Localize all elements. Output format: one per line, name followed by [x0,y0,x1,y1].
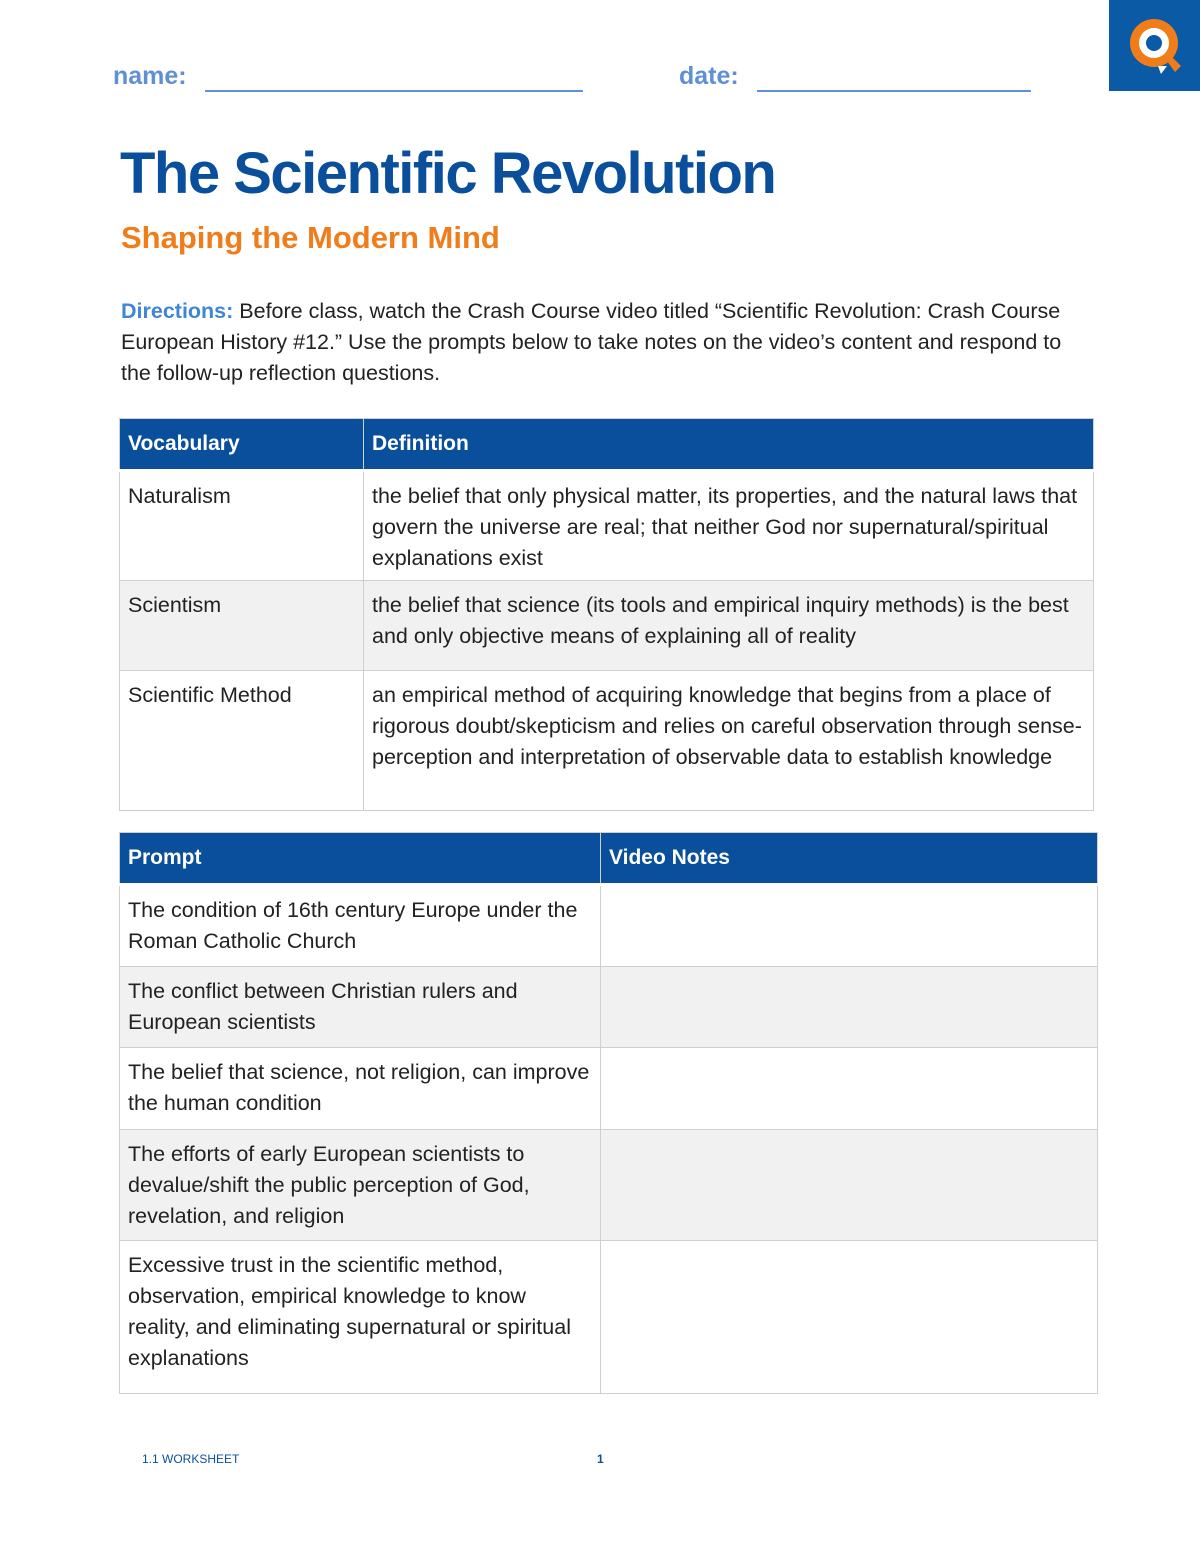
date-field[interactable] [757,90,1031,92]
vocabulary-definition: the belief that only physical matter, its properties, and the natural laws that govern the universe are real; that neither God nor supernatural/spiritual explanations exist [364,471,1094,581]
name-label: name: [113,62,187,90]
vocabulary-table [119,418,1094,811]
table-row [120,1130,1098,1241]
video-notes-cell[interactable] [601,885,1098,967]
name-field[interactable] [205,90,583,92]
page-subtitle: Shaping the Modern Mind [121,220,500,255]
q-search-logo-icon [1109,0,1200,91]
table-row [120,471,1094,581]
directions-text: Before class, watch the Crash Course video titled “Scientific Revolution: Crash Course European History #12.” Use the prompts below to take notes on the video’s content and respond to the follow-up reflection questions. [121,299,1062,385]
prompt-text: The efforts of early European scientists to devalue/shift the public perception of God, revelation, and religion [120,1130,601,1241]
page-title: The Scientific Revolution [120,141,776,206]
column-header-vocabulary: Vocabulary [120,419,364,471]
prompt-text: Excessive trust in the scientific method, observation, empirical knowledge to know reality, and eliminating supernatural or spiritual explanations [120,1241,601,1394]
directions-label: Directions: [121,299,234,323]
table-row [120,671,1094,811]
table-row [120,1048,1098,1130]
table-row [120,581,1094,671]
prompt-text: The condition of 16th century Europe under the Roman Catholic Church [120,885,601,967]
footer-worksheet-label: 1.1 WORKSHEET [142,1452,240,1466]
video-notes-cell[interactable] [601,1241,1098,1394]
column-header-prompt: Prompt [120,833,601,885]
table-row [120,885,1098,967]
video-notes-table [119,832,1098,1394]
column-header-video-notes: Video Notes [601,833,1098,885]
vocabulary-definition: the belief that science (its tools and empirical inquiry methods) is the best and only objective means of explaining all of reality [364,581,1094,671]
directions-paragraph [121,296,1091,389]
prompt-text: The conflict between Christian rulers and European scientists [120,967,601,1048]
prompt-text: The belief that science, not religion, can improve the human condition [120,1048,601,1130]
vocabulary-definition: an empirical method of acquiring knowledge that begins from a place of rigorous doubt/skepticism and relies on careful observation through sense-perception and interpretation of observable data to establish knowledge [364,671,1094,811]
table-header-row [120,833,1098,885]
vocabulary-term: Naturalism [120,471,364,581]
brand-logo [1109,0,1200,91]
column-header-definition: Definition [364,419,1094,471]
table-row [120,1241,1098,1394]
date-label: date: [679,62,739,90]
video-notes-cell[interactable] [601,1048,1098,1130]
table-row [120,967,1098,1048]
vocabulary-term: Scientism [120,581,364,671]
vocabulary-term: Scientific Method [120,671,364,811]
table-header-row [120,419,1094,471]
video-notes-cell[interactable] [601,967,1098,1048]
page-number: 1 [597,1452,604,1466]
video-notes-cell[interactable] [601,1130,1098,1241]
